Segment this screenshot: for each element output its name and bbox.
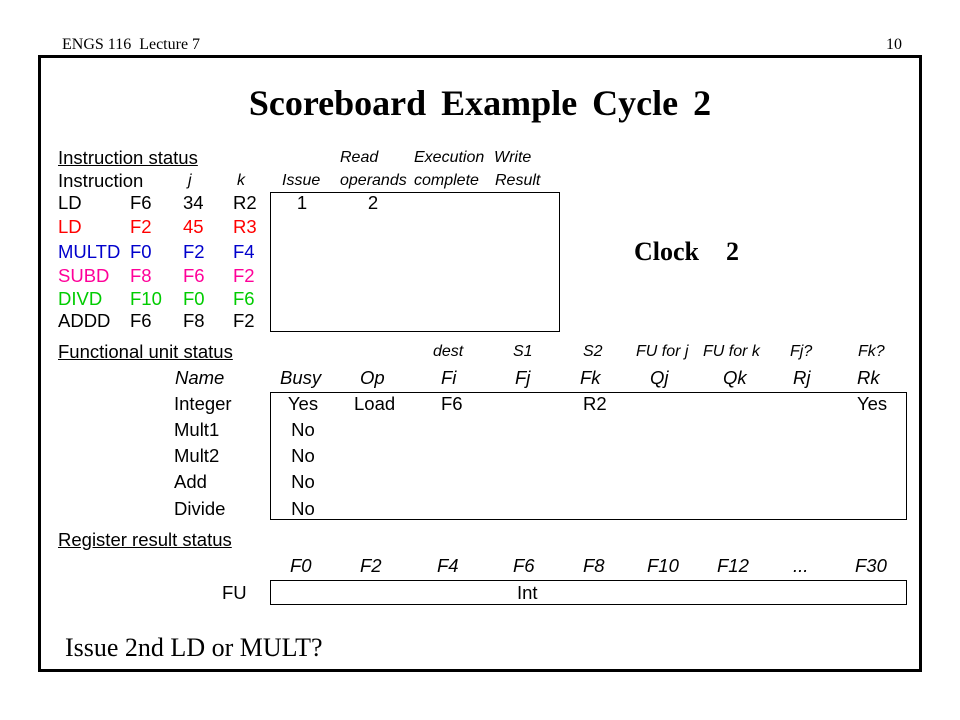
page-number: 10 [886, 36, 902, 53]
register-header: F30 [855, 555, 887, 576]
fu-name: Add [174, 471, 207, 492]
functional-unit-row [0, 500, 960, 520]
instruction-src-k: R3 [233, 216, 257, 237]
fu-fi: F6 [441, 393, 463, 414]
instruction-status-col-instruction: Instruction [58, 170, 144, 191]
instruction-op: MULTD [58, 241, 121, 262]
fu-col-fi: Fi [441, 367, 457, 388]
register-header: F2 [360, 555, 382, 576]
fu-group-s1: S1 [513, 343, 533, 360]
register-header: F4 [437, 555, 459, 576]
instruction-status-heading: Instruction status [58, 147, 198, 168]
functional-unit-row [0, 447, 960, 467]
instruction-src-k: F4 [233, 241, 255, 262]
register-header: F6 [513, 555, 535, 576]
instruction-status-col-j: j [188, 172, 192, 189]
slide-title: Scoreboard Example Cycle 2 [248, 83, 712, 123]
instruction-status-col-issue: Issue [282, 172, 321, 189]
instruction-status-col-write-result: Result [495, 172, 541, 189]
fu-group-dest: dest [433, 343, 464, 360]
register-fu-value: Int [517, 582, 538, 603]
fu-name: Integer [174, 393, 232, 414]
fu-col-fj: Fj [515, 367, 531, 388]
instruction-status-group-read: Read [340, 149, 379, 166]
course-header: ENGS 116 Lecture 7 [62, 36, 201, 53]
fu-col-name: Name [175, 367, 225, 388]
register-fu-label: FU [222, 582, 247, 603]
instruction-row [0, 218, 960, 238]
fu-name: Divide [174, 498, 226, 519]
fu-busy: No [291, 445, 315, 466]
instruction-src-j: 45 [183, 216, 204, 237]
fu-col-busy: Busy [280, 367, 322, 388]
instruction-row [0, 194, 960, 214]
instruction-row [0, 243, 960, 263]
fu-group-fu-for-j: FU for j [636, 343, 689, 360]
instruction-row [0, 312, 960, 332]
instruction-src-j: F2 [183, 241, 205, 262]
fu-group-s2: S2 [583, 343, 603, 360]
fu-col-qj: Qj [650, 367, 669, 388]
instruction-dest: F0 [130, 241, 152, 262]
instruction-src-k: F2 [233, 310, 255, 331]
fu-busy: No [291, 419, 315, 440]
instruction-dest: F2 [130, 216, 152, 237]
instruction-dest: F6 [130, 310, 152, 331]
instruction-status-group-execution: Execution [414, 149, 485, 166]
fu-col-qk: Qk [723, 367, 747, 388]
fu-col-op: Op [360, 367, 385, 388]
fu-col-rk: Rk [857, 367, 880, 388]
instruction-status-group-write: Write [494, 149, 532, 166]
instruction-src-j: F0 [183, 288, 205, 309]
register-fu-row [0, 584, 960, 604]
fu-rk: Yes [857, 393, 888, 414]
instruction-row [0, 290, 960, 310]
clock-value: 2 [726, 237, 739, 266]
fu-group-fu-for-k: FU for k [703, 343, 760, 360]
register-header: F8 [583, 555, 605, 576]
instruction-src-j: F6 [183, 265, 205, 286]
instruction-row [0, 267, 960, 287]
instruction-src-j: F8 [183, 310, 205, 331]
instruction-op: LD [58, 192, 82, 213]
functional-unit-row [0, 421, 960, 441]
instruction-status-col-k: k [237, 172, 245, 189]
clock-label: Clock [634, 237, 699, 266]
register-header: F12 [717, 555, 749, 576]
instruction-op: DIVD [58, 288, 103, 309]
instruction-status-col-execution-complete: complete [414, 172, 479, 189]
instruction-dest: F6 [130, 192, 152, 213]
functional-unit-row [0, 395, 960, 415]
fu-busy: No [291, 498, 315, 519]
fu-col-rj: Rj [793, 367, 811, 388]
instruction-src-k: R2 [233, 192, 257, 213]
register-header: F10 [647, 555, 679, 576]
fu-name: Mult2 [174, 445, 220, 466]
instruction-issue: 1 [296, 192, 308, 213]
fu-fk: R2 [583, 393, 607, 414]
fu-col-fk: Fk [580, 367, 601, 388]
fu-busy: No [291, 471, 315, 492]
instruction-read-operands: 2 [367, 192, 379, 213]
fu-group-fj-ready: Fj? [790, 343, 813, 360]
question-text: Issue 2nd LD or MULT? [65, 633, 323, 662]
register-header: F0 [290, 555, 312, 576]
instruction-op: SUBD [58, 265, 110, 286]
instruction-dest: F8 [130, 265, 152, 286]
instruction-src-j: 34 [183, 192, 204, 213]
instruction-op: ADDD [58, 310, 111, 331]
instruction-op: LD [58, 216, 82, 237]
instruction-src-k: F2 [233, 265, 255, 286]
fu-name: Mult1 [174, 419, 220, 440]
register-result-status-heading: Register result status [58, 529, 232, 550]
fu-group-fk-ready: Fk? [858, 343, 885, 360]
instruction-dest: F10 [130, 288, 162, 309]
fu-op: Load [354, 393, 396, 414]
instruction-src-k: F6 [233, 288, 255, 309]
register-header: ... [793, 555, 809, 576]
functional-unit-status-heading: Functional unit status [58, 341, 233, 362]
functional-unit-row [0, 473, 960, 493]
instruction-status-col-read-operands: operands [340, 172, 407, 189]
fu-busy: Yes [287, 393, 319, 414]
